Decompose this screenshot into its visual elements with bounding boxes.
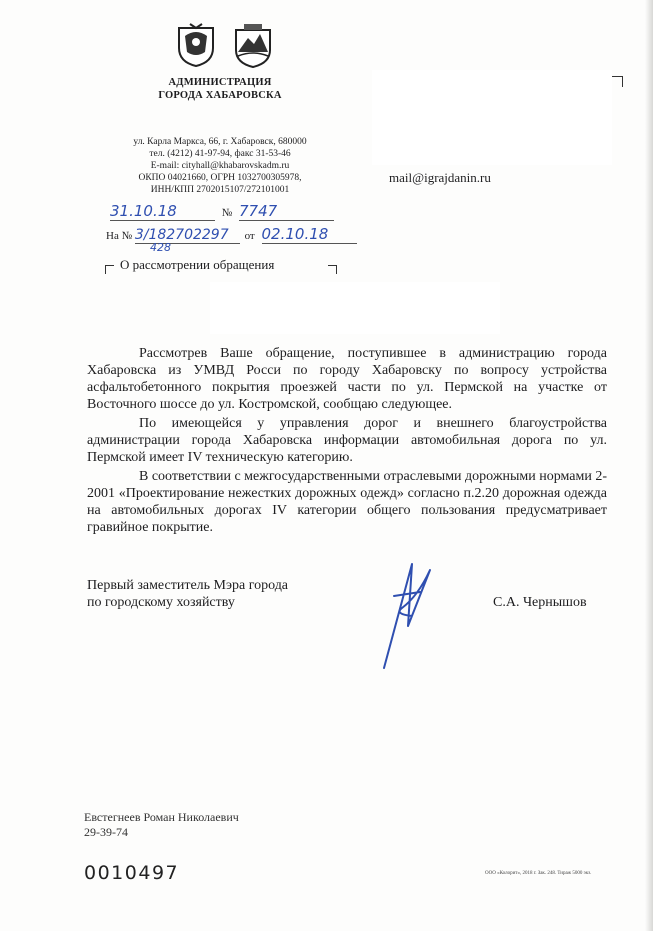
signatory-position bbox=[87, 577, 288, 611]
body-paragraph-2: По имеющейся у управления дорог и внешнего благоустройства администрации города Хабаровска информации автомобильная дорога по ул. Пермской имеет IV техническую категорию. bbox=[87, 416, 607, 465]
number-label: № bbox=[221, 207, 233, 219]
scan-edge-shadow bbox=[645, 0, 653, 931]
requisite-phone: тел. (4212) 41-97-94, факс 31-53-46 bbox=[149, 149, 291, 159]
signatory-name: С.А. Чернышов bbox=[493, 595, 587, 610]
organization-name-line2: ГОРОДА ХАБАРОВСКА bbox=[158, 90, 282, 101]
subject-line: О рассмотрении обращения bbox=[120, 257, 275, 272]
handwritten-signature bbox=[372, 556, 442, 676]
outgoing-registration bbox=[110, 202, 334, 221]
requisite-okpo: ОКПО 04021660, ОГРН 1032700305978, bbox=[138, 173, 302, 183]
organization-name-line1: АДМИНИСТРАЦИЯ bbox=[168, 77, 272, 88]
from-label: от bbox=[244, 230, 255, 242]
letter-body-2 bbox=[87, 415, 607, 466]
subject-bracket-right bbox=[328, 265, 337, 274]
coat-of-arms-khabarovsk-icon bbox=[232, 22, 274, 68]
address-corner-mark bbox=[612, 76, 623, 87]
reference-date: 02.10.18 bbox=[262, 225, 357, 244]
redacted-area-salutation bbox=[210, 282, 500, 334]
subject-bracket-left bbox=[105, 265, 114, 274]
letter-body-3 bbox=[87, 468, 607, 536]
reference-suffix: 428 bbox=[150, 241, 171, 254]
body-paragraph-1: Рассмотрев Ваше обращение, поступившее в администрацию города Хабаровска из УМВД Росси по городу Хабаровску по вопросу устройства асфальтобетонного покрытия проезжей части по ул. Пермской на участке от Восточного шоссе до ул. Костромской, сообщаю следующее. bbox=[87, 346, 607, 412]
form-serial-number: 0010497 bbox=[84, 862, 180, 884]
reference-label: На № bbox=[106, 230, 133, 242]
outgoing-number: 7747 bbox=[239, 202, 334, 221]
signatory-position-line1: Первый заместитель Мэра города bbox=[87, 578, 289, 593]
executor-info bbox=[84, 810, 239, 840]
incoming-reference bbox=[106, 225, 357, 244]
executor-phone: 29-39-74 bbox=[84, 825, 128, 839]
outgoing-date: 31.10.18 bbox=[110, 202, 215, 221]
coat-of-arms-russia-icon bbox=[175, 22, 217, 68]
body-paragraph-3: В соответствии с межгосударственными отраслевыми дорожными нормами 2-2001 «Проектирование нежестких дорожных одежд» согласно п.2.20 дорожная одежда на автомобильных дорогах IV категории общего пользования предусматривает гравийное покрытие. bbox=[87, 469, 608, 535]
organization-requisites bbox=[105, 136, 335, 196]
organization-name bbox=[150, 76, 290, 102]
signatory-position-line2: по городскому хозяйству bbox=[87, 595, 235, 610]
requisite-email: E-mail: cityhall@khabarovskadm.ru bbox=[150, 161, 290, 171]
requisite-inn: ИНН/КПП 2702015107/272101001 bbox=[150, 185, 290, 195]
letter-body bbox=[87, 345, 607, 413]
recipient-email: mail@igrajdanin.ru bbox=[389, 170, 491, 185]
executor-name: Евстегнеев Роман Николаевич bbox=[84, 810, 239, 824]
requisite-address: ул. Карла Маркса, 66, г. Хабаровск, 680000 bbox=[133, 137, 307, 147]
reference-number: 3/182702297 bbox=[135, 227, 240, 244]
redacted-area-recipient bbox=[372, 70, 612, 165]
printer-imprint: ООО «Колорит», 2018 г. Зак. 248. Тираж 5000 экз. bbox=[485, 871, 592, 876]
